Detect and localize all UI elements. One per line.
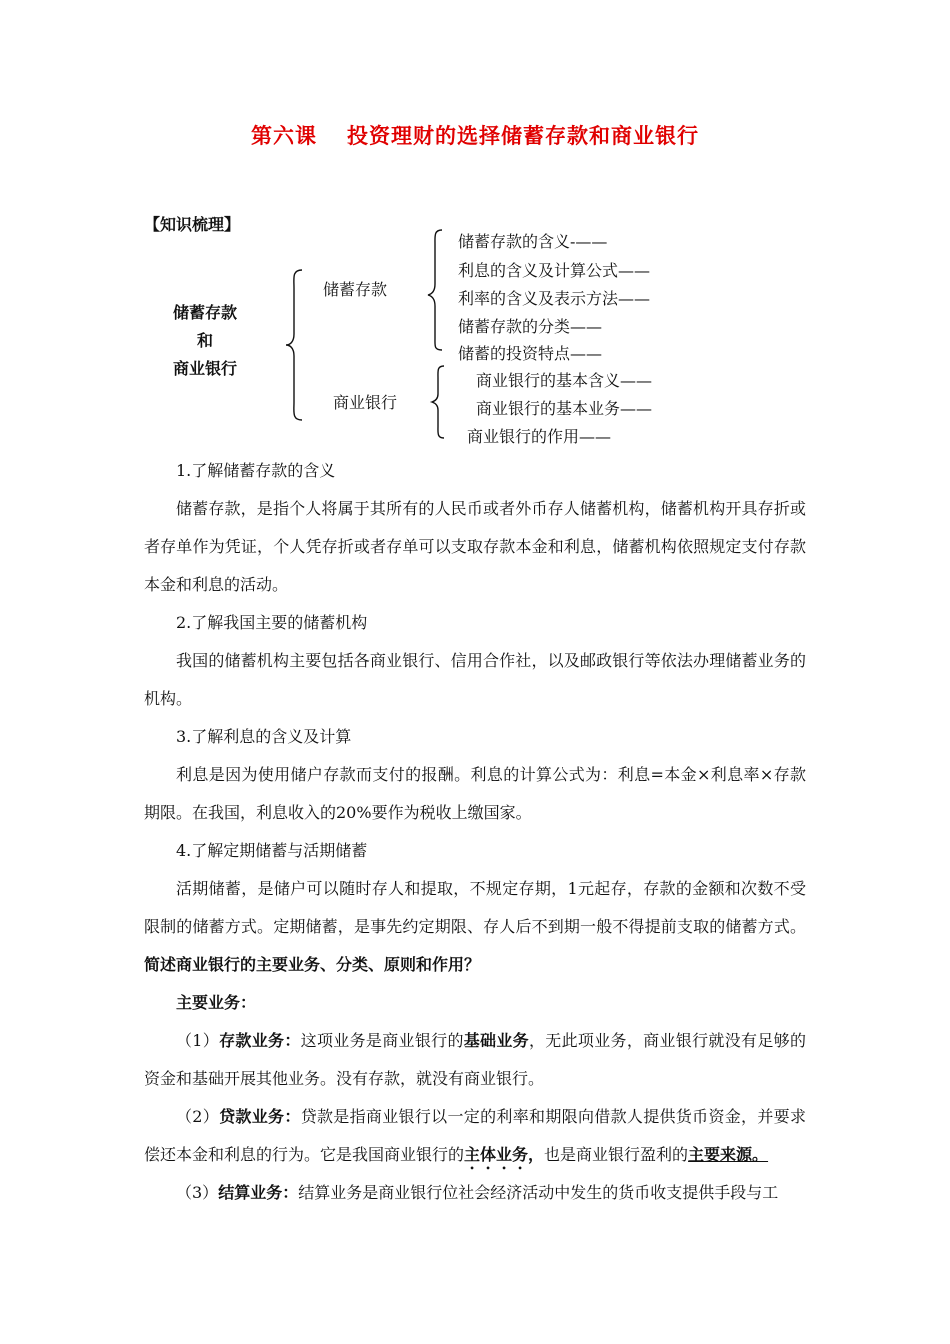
savings-item-meaning: 储蓄存款的含义-——	[458, 232, 608, 251]
key-basic-business: 基础业务	[463, 1031, 529, 1050]
bank-brace	[430, 364, 446, 440]
title-lesson: 第六课	[251, 124, 317, 148]
business-item-loan: （2）贷款业务：贷款是指商业银行以一定的利率和期限向借款人提供货币资金，并要求偿还本金和利息的行为。它是我国商业银行的主体业务，也是商业银行盈利的主要来源。	[144, 1107, 806, 1164]
knowledge-label: 【知识梳理】	[144, 215, 241, 234]
savings-item-interest: 利息的含义及计算公式——	[458, 261, 651, 280]
tree-root-1: 储蓄存款	[172, 303, 237, 322]
tree-root-3: 商业银行	[172, 359, 237, 378]
business-item-deposit: （1）存款业务：这项业务是商业银行的基础业务，无此项业务，商业银行就没有足够的资金和基础开展其他业务。没有存款，就没有商业银行。	[144, 1031, 806, 1088]
section-body-3: 利息是因为使用储户存款而支付的报酬。利息的计算公式为：利息=本金×利息率×存款期限。在我国，利息收入的20%要作为税收上缴国家。	[144, 765, 806, 822]
bank-item-business: 商业银行的基本业务——	[476, 399, 653, 418]
section-body-2: 我国的储蓄机构主要包括各商业银行、信用合作社，以及邮政银行等依法办理储蓄业务的机构。	[144, 651, 806, 708]
section-body-4: 活期储蓄，是储户可以随时存人和提取，不规定存期，1元起存，存款的金额和次数不受限制的储蓄方式。定期储蓄，是事先约定期限、存人后不到期一般不得提前支取的储蓄方式。简述商业银行的主要业务、分类、原则和作用？	[144, 879, 806, 974]
body-text	[144, 452, 806, 1212]
section-heading-3: 3.了解利息的含义及计算	[176, 727, 352, 746]
bank-item-role: 商业银行的作用——	[467, 427, 612, 446]
root-brace	[284, 268, 304, 422]
page-title	[0, 120, 950, 150]
key-main-business: 主体业务，	[464, 1145, 545, 1164]
section-body-1: 储蓄存款，是指个人将属于其所有的人民币或者外币存人储蓄机构，储蓄机构开具存折或者存单作为凭证，个人凭存折或者存单可以支取存款本金和利息，储蓄机构依照规定支付存款本金和利息的活动。	[144, 499, 806, 594]
savings-item-features: 储蓄的投资特点——	[458, 344, 603, 363]
branch-savings-label: 储蓄存款	[323, 280, 388, 299]
savings-brace	[426, 228, 444, 352]
savings-item-rate: 利率的含义及表示方法——	[458, 289, 651, 308]
title-topic: 投资理财的选择储蓄存款和商业银行	[347, 124, 699, 148]
savings-item-types: 储蓄存款的分类——	[458, 317, 603, 336]
business-item-settlement: （3）结算业务：结算业务是商业银行位社会经济活动中发生的货币收支提供手段与工	[176, 1183, 779, 1202]
key-main-source: 主要来源。	[688, 1145, 769, 1164]
section-heading-4: 4.了解定期储蓄与活期储蓄	[176, 841, 368, 860]
tree-root-2: 和	[196, 331, 213, 350]
question-text: 简述商业银行的主要业务、分类、原则和作用？	[144, 955, 481, 974]
section-heading-1: 1.了解储蓄存款的含义	[176, 461, 336, 480]
branch-bank-label: 商业银行	[333, 393, 398, 412]
section-heading-2: 2.了解我国主要的储蓄机构	[176, 613, 368, 632]
bank-item-meaning: 商业银行的基本含义——	[476, 371, 653, 390]
main-business-heading: 主要业务：	[176, 993, 257, 1012]
